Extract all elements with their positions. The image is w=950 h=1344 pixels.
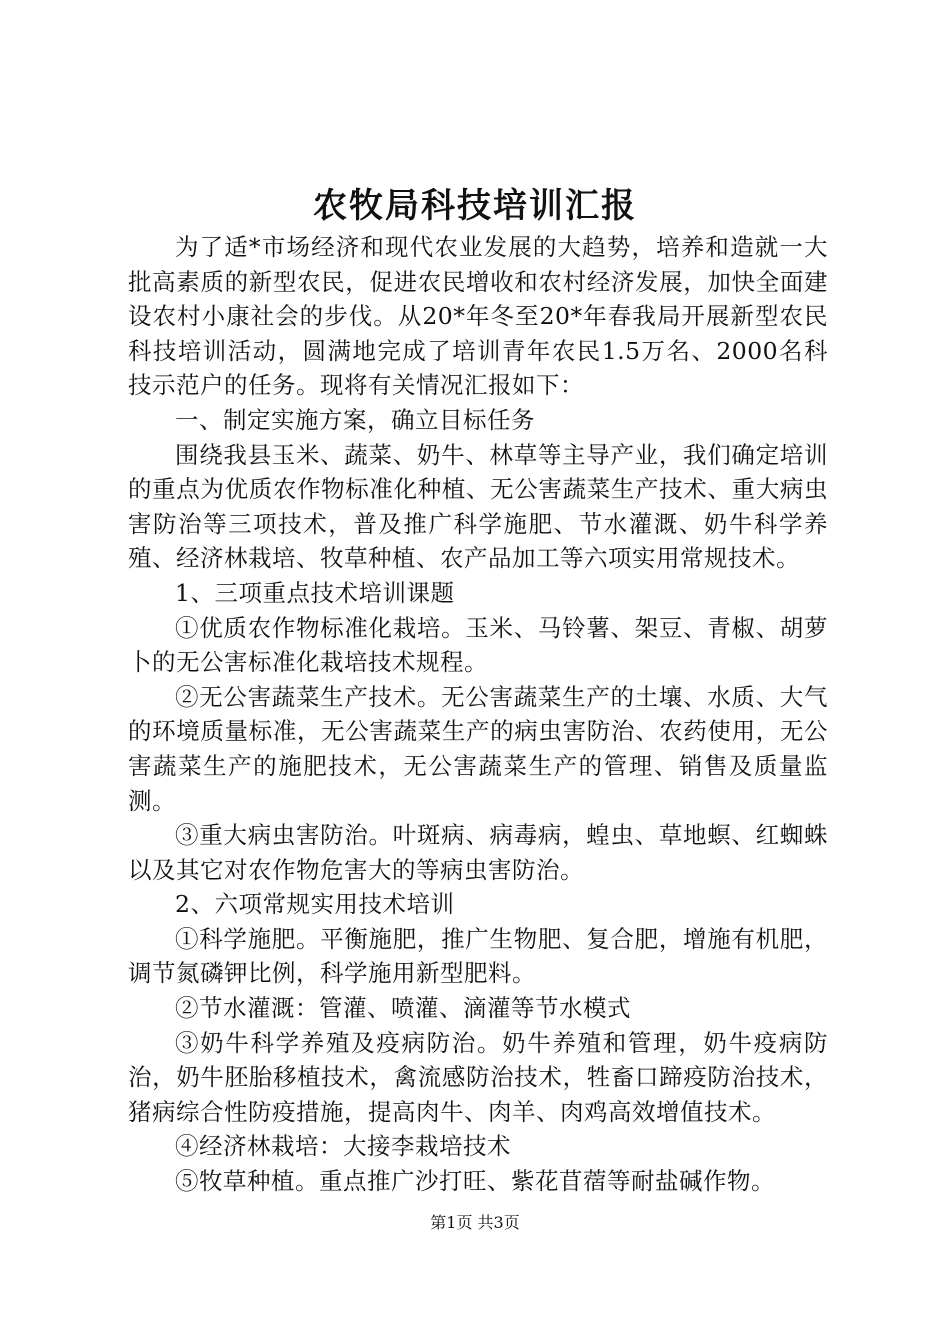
list-item: ④经济林栽培：大接李栽培技术 [175, 1132, 511, 1161]
document-body [128, 230, 828, 1199]
page-footer: 第1页 共3页 [430, 1213, 520, 1232]
list-item: ②节水灌溉：管灌、喷灌、滴灌等节水模式 [175, 994, 631, 1023]
list-item: ①优质农作物标准化栽培。玉米、马铃薯、架豆、青椒、胡萝卜的无公害标准化栽培技术规程。 [128, 613, 828, 677]
list-item: ⑤牧草种植。重点推广沙打旺、紫花苜蓿等耐盐碱作物。 [175, 1167, 775, 1196]
list-item: ②无公害蔬菜生产技术。无公害蔬菜生产的土壤、水质、大气的环境质量标准，无公害蔬菜生产的病虫害防治、农药使用，无公害蔬菜生产的施肥技术，无公害蔬菜生产的管理、销售及质量监测。 [128, 682, 828, 815]
list-item: ③奶牛科学养殖及疫病防治。奶牛养殖和管理，奶牛疫病防治，奶牛胚胎移植技术，禽流感防治技术，牲畜口蹄疫防治技术，猪病综合性防疫措施，提高肉牛、肉羊、肉鸡高效增值技术。 [128, 1028, 828, 1126]
list-item: ③重大病虫害防治。叶斑病、病毒病，蝗虫、草地螟、红蜘蛛以及其它对农作物危害大的等病虫害防治。 [128, 821, 828, 884]
subsection-heading-2: 2、六项常规实用技术培训 [175, 890, 455, 919]
list-item: ①科学施肥。平衡施肥，推广生物肥、复合肥，增施有机肥，调节氮磷钾比例，科学施用新型肥料。 [128, 924, 828, 988]
subsection-heading-1: 1、三项重点技术培训课题 [175, 578, 455, 607]
document-title: 农牧局科技培训汇报 [313, 186, 637, 226]
paragraph-section-1: 围绕我县玉米、蔬菜、奶牛、林草等主导产业，我们确定培训的重点为优质农作物标准化种植、无公害蔬菜生产技术、重大病虫害防治等三项技术，普及推广科学施肥、节水灌溉、奶牛科学养殖、经济林栽培、牧草种植、农产品加工等六项实用常规技术。 [128, 440, 828, 573]
paragraph-intro: 为了适*市场经济和现代农业发展的大趋势，培养和造就一大批高素质的新型农民，促进农民增收和农村经济发展，加快全面建设农村小康社会的步伐。从20*年冬至20*年春我局开展新型农民科技培训活动，圆满地完成了培训青年农民1.5万名、2000名科技示范户的任务。现将有关情况汇报如下： [128, 233, 828, 400]
section-heading-1: 一、制定实施方案，确立目标任务 [175, 405, 535, 434]
